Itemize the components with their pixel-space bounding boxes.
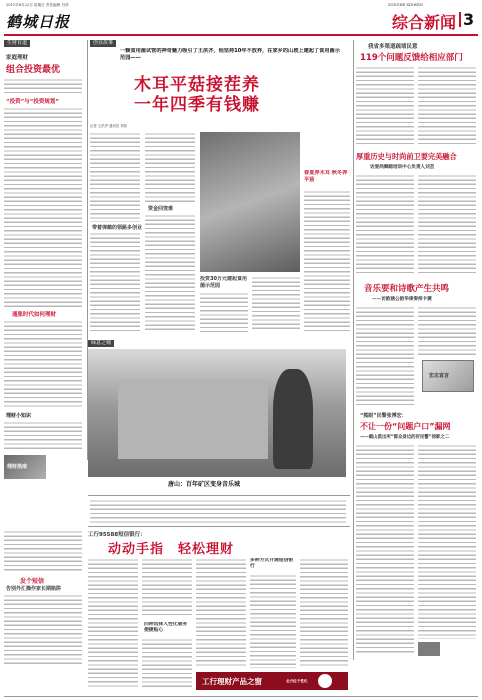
right-text-4 [418,174,476,274]
right-mid-sub: 访爱尚舞踏培训中心负责人刘芸 [370,165,435,170]
statue-shape [273,369,313,469]
bank-feature [88,530,350,695]
feature-text-col2b [145,214,195,332]
bank-text-2 [142,558,192,618]
right-promo-box [422,360,474,392]
photo-section-tag: 绿意之城 [88,340,114,347]
left-subhead-2: 通胀时代如何理财 [12,312,57,318]
page-number: 3 [463,10,475,29]
bank-text-3 [142,638,192,688]
left-subhead: “投资”与“投资规划” [6,99,59,105]
building-shape [118,379,268,459]
bank-headline: 动动手指 轻松理财 [108,542,235,557]
right-kicker: 我省多渠道疏堵民意 [368,44,418,50]
left-kicker: 家庭理财 [6,55,29,61]
left-headline: 组合投资最优 [6,65,61,75]
section-title: 综合新闻 [392,13,457,32]
left-body-text-3 [4,421,82,451]
right-bottom-photo [418,642,440,656]
bank-subhead-2: 四种选择人性化服务便捷贴心 [144,622,188,633]
right-bottom-kicker: “熊眼”民警张博宏： [360,413,407,419]
feature-subhead-left: 资金回笼难 [148,206,174,212]
center-right-divider [353,40,354,660]
feature-section-tag: 创业故事 [90,40,116,47]
left-bottom-text-2 [4,594,82,664]
right-text-1 [356,66,414,146]
photo-caption: 唐山：百年矿区变身音乐城 [168,481,241,488]
feature-text-col1b [90,232,140,332]
feature-headline-line1: 木耳平菇接茬养 [134,75,260,95]
feature-subhead-left2: 带着弹鹤的领路多创业 [92,225,143,231]
photo-feature [88,340,350,490]
left-intro-text [4,78,82,94]
feature-text-col4 [252,276,300,332]
right-text-2 [418,66,476,146]
bank-kicker: 工行95588短信银行： [88,532,146,538]
left-bottom-text [4,530,82,572]
left-bottom-headline: 告别外汇操作家长期陷阱 [6,586,62,592]
feature-photo [200,132,300,272]
ad-strip-text [90,499,346,523]
masthead [0,0,482,36]
bank-logo-icon [318,674,332,688]
bottom-rule [4,696,478,697]
left-column [4,40,84,495]
left-section-tag: 生财有道 [4,40,30,47]
bank-text-5 [250,574,296,668]
left-subhead-3: 理财小知识 [6,413,32,419]
bank-text-6 [300,558,348,668]
right-bottom-sub: ——鹤山派出所“群众身边的好民警”掠影之二 [360,435,450,440]
right-bottom-headline: 不让一份“问题户口”漏网 [360,422,451,431]
left-bottom [4,530,84,670]
bank-footer-text: 工行理财产品之窗 [202,677,262,686]
feature-lead: 一颗食用菌试管的神奇魅力吸引了王洪齐，他坚持10年不放弃，在家乡的山坡上建起了食用菌示范园—— [120,48,340,61]
right-music-headline: 音乐要和诗歌产生共鸣 [364,284,450,294]
right-headline: 119个问题反馈给相应部门 [360,53,463,63]
feature-story [90,40,350,340]
feature-photo-caption: 春夏养木耳 秋冬养平菇 [304,170,348,183]
bank-subhead-1: 多种方式开通短信银行 [250,558,294,569]
masthead-rule [4,34,478,36]
right-promo-label: 宏志宣言 [429,373,450,379]
right-text-6 [418,306,476,356]
feature-text-col3 [200,292,248,332]
section-pinyin: ZONGHE XINWEN [388,3,423,7]
right-mid-headline: 厚重历史与时尚前卫要完美融合 [356,152,457,161]
right-text-7 [356,444,414,654]
left-promo-image [4,455,46,479]
left-body-text-2 [4,320,82,408]
feature-text-col2 [145,132,195,202]
feature-text-col5 [304,190,350,332]
right-column [356,40,478,660]
bank-text-1 [88,558,138,688]
feature-subhead-mid: 投资30万元建起食用菌示范园 [200,276,247,289]
right-text-5 [356,306,414,406]
right-text-3 [356,174,414,274]
section-divider [459,12,461,27]
feature-byline: 记者 王洪齐 通讯员 刘伟 [90,124,128,128]
feature-headline-line2: 一年四季有钱赚 [134,95,260,115]
bank-text-4 [196,558,246,668]
feature-text-col1 [90,132,140,222]
bank-footer-bar [196,672,348,690]
ad-strip [88,495,350,527]
bank-footer-sub: 全方位个性化 [286,679,308,683]
right-text-8 [418,444,476,639]
left-body-text [4,107,82,307]
left-promo-label: 理财指南 [7,464,28,470]
date-line: 2011年8月22日 星期日 责任编辑 吕萍 [6,3,69,7]
left-bottom-kicker: 发个短信 [20,578,45,585]
newspaper-logo: 鹤城日报 [6,13,71,31]
right-music-sub: ——访韵涵公韵华律奏师卡捷 [372,297,432,302]
city-photo [88,349,346,477]
